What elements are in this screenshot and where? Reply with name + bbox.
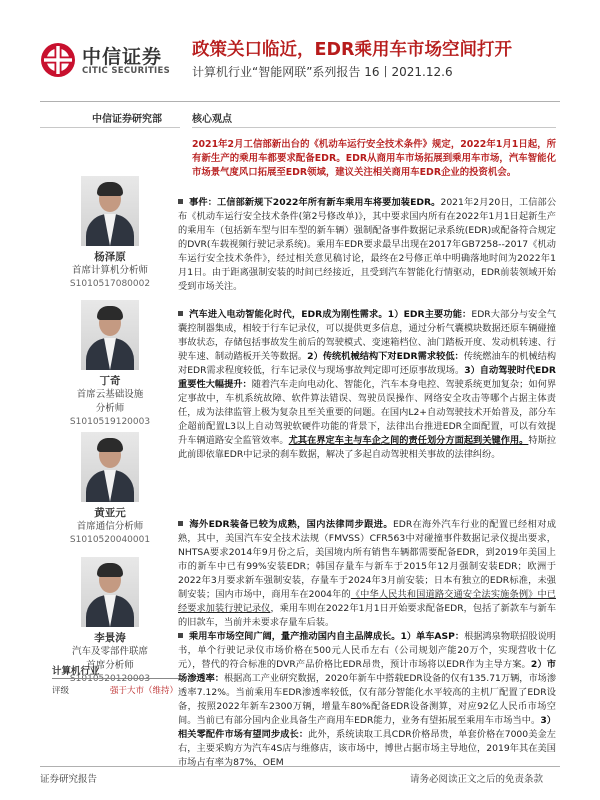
para-body: 随着汽车走向电动化、智能化，汽车本身电控、驾驶系统更加复杂；如何界定事故中，车机系统故障、软件算法错误、驾驶员误操作、网络安全攻击等哪个占据主体责任，成为法律监管上极为复杂且至关重要的问题。在国内L2+自动驾驶技术开始普及，部分车企超前配置L3以上自动驾驶软硬件功能的背景下，法律出台推进EDR全面配置，可以有效提升车辆道路安全监管效率。	[178, 379, 557, 446]
para-subhead: 3）相关零配件市场有望同步成长：	[178, 715, 556, 740]
para-emphasis: 《中华人民共和国道路交通安全法实施条例》中已经要求加装行驶记录仪	[178, 589, 556, 614]
para-subhead: 3）自动驾驶时代EDR重要性大幅提升：	[178, 365, 556, 390]
industry-label: 计算机行业	[52, 666, 100, 677]
analyst-id: S1010519120003	[69, 417, 151, 427]
rating-value: 强于大市（维持）	[110, 686, 179, 696]
bullet-icon	[178, 633, 183, 638]
avatar	[81, 557, 139, 627]
para-body: 此外，系统读取工具CDR价格昂贵，单套价格在7000美金左右，主要采购方为汽车4S店与维修店，该市场中，博世占据市场主导地位，2019年其在美国市场占有率为87%，OEM	[178, 729, 556, 768]
content-divider	[192, 127, 556, 128]
sidebar-heading: 中信证券研究部	[92, 114, 162, 125]
para-body: EDR大部分与安全气囊控制器集成，相较于行车记录仪，可以提供更多信息，通过分析气囊模块数据还原车辆碰撞事故状态，存储包括事故发生前后的驾驶模式、变速箱档位、油门踏板开度、发动机转速、行驶车速、制动踏板开关等数据。	[178, 309, 557, 362]
analyst-title: 首席云基础设施 分析师	[76, 389, 144, 414]
analyst-name: 丁奇	[99, 375, 121, 387]
bullet-icon	[178, 199, 183, 204]
para-lead: 乘用车市场空间广阔，量产推动国内自主品牌成长。	[189, 631, 401, 642]
para-body: EDR在海外汽车行业的配置已经相对成熟，其中，美国汽车安全技术法规（FMVSS）CFR563中对碰撞事件数据记录仪提出要求，NHTSA要求2014年9月份之后，美国境内所有销售车辆都需要配备EDR，到2019年美国上市的新车中已有99%安装EDR；韩国存量车与新车于2015年12月强制安装EDR；欧洲于2022年3月要求新车强制安装，存量车于2024年3月前安装；日本有独立的EDR标准，未强制安装；国内市场中，商用车在2004年的	[178, 519, 557, 600]
footer-left-text: 证券研究报告	[40, 774, 98, 785]
analyst-id: S1010520120003	[69, 674, 151, 684]
analyst-card	[40, 432, 180, 547]
paragraph-overseas	[178, 518, 556, 630]
paragraph-event	[178, 196, 556, 294]
analyst-card	[40, 300, 180, 429]
para-emphasis: 尤其在界定车主与车企之间的责任划分方面起到关键作用。	[288, 435, 529, 446]
sidebar-divider	[40, 127, 180, 128]
para-body: 传统燃油车的机械结构对EDR需求程度较低，行车记录仪与现场事故判定即可还原事故现场。	[178, 351, 557, 376]
analyst-id: S1010520040001	[69, 535, 151, 545]
paragraph-market	[178, 630, 556, 770]
analyst-name: 黄亚元	[94, 507, 126, 519]
avatar	[81, 176, 139, 246]
industry-divider	[52, 678, 180, 679]
citic-logo	[40, 40, 180, 80]
footer-divider	[40, 766, 560, 767]
paragraph-demand	[178, 308, 556, 462]
citic-emblem-icon	[40, 42, 76, 78]
para-lead: 汽车进入电动智能化时代，EDR成为刚性需求。	[189, 309, 388, 320]
avatar	[81, 432, 139, 502]
para-lead: 海外EDR装备已较为成熟，国内法律同步跟进。	[189, 519, 393, 530]
analyst-title: 首席计算机分析师	[71, 265, 148, 276]
bullet-icon	[178, 311, 183, 316]
analyst-title: 汽车及零部件联席 首席分析师	[71, 646, 148, 671]
avatar	[81, 300, 139, 370]
para-lead: 事件：工信部新规下2022年所有新车乘用车将要加装EDR。	[189, 197, 441, 208]
rating-label: 评级	[52, 686, 70, 696]
analyst-name: 杨泽原	[94, 251, 126, 263]
analyst-name: 李景涛	[94, 632, 126, 644]
para-body: 根据高工产业研究数据，2020年新车中搭载EDR设备的仅有135.71万辆，市场渗透率7.12%。当前乘用车EDR渗透率较低，仅有部分智能化水平较高的主机厂配置了EDR设备，按照2022年新车2300万辆，增量车80%配备EDR设备测算，对应92亿人民币市场空间。当前已有部分国内企业具备生产商用车EDR能力，业务有望拓展至乘用车市场当中。	[178, 673, 557, 726]
bullet-icon	[178, 521, 183, 526]
para-body: 2021年2月20日，工信部公布《机动车运行安全技术条件(第2号修改单)》，其中要求国内所有在2022年1月1日起新生产的乘用车（包括新车型与旧车型的新车辆）强制配备事件数据记录系统(EDR)或配备符合规定的DVR(车载视频行驶记录系统)。乘用车EDR要求最早出现在2017年GB7258--2017《机动车运行安全技术条件》，经过相关意见稿讨论，最终在2号修正单中明确落地时间为2022年1月1日。由于距离强制安装的时间已经接近，且受到汽车智能化行情驱动，EDR前装领域开始受到市场关注。	[178, 197, 557, 292]
analyst-title: 首席通信分析师	[76, 521, 144, 532]
para-body: ，乘用车则在2022年1月1日开始要求配备EDR，包括了新款车与新车的旧款车，当前并未要求存量车后装。	[178, 603, 557, 628]
core-view-heading: 核心观点	[192, 114, 232, 125]
header-divider	[40, 101, 560, 102]
report-subtitle: 计算机行业“智能网联”系列报告 16丨2021.12.6	[192, 65, 453, 79]
para-body: 根据鸿泉物联招股说明书，单个行驶记录仪市场价格在500元人民币左右（公司规划产能20万个，实现营收十亿元），替代的符合标准的DVR产品价格比EDR昂贵，预计市场将以EDR作为主导方案。	[178, 631, 556, 670]
analyst-id: S1010517080002	[69, 279, 151, 289]
para-subhead: 2）传统机械结构下对EDR需求较低：	[307, 351, 464, 362]
analyst-card	[40, 176, 180, 291]
report-title: 政策关口临近，EDR乘用车市场空间打开	[192, 40, 512, 60]
para-subhead: 2）市场渗透率：	[178, 659, 556, 684]
para-subhead: 1）单车ASP：	[400, 631, 465, 642]
para-subhead: 1）EDR主要功能：	[387, 309, 472, 320]
intro-summary: 2021年2月工信部新出台的《机动车运行安全技术条件》规定，2022年1月1日起，所有新生产的乘用车都要求配备EDR。EDR从商用车市场拓展到乘用车市场，汽车智能化市场景气度风口拓展至EDR领域，建议关注相关商用车EDR企业的投资机会。	[192, 139, 556, 178]
para-body: 特斯拉此前即依靠EDR中记录的刹车数据，解决了多起自动驾驶相关事故的法律纠纷。	[178, 435, 557, 460]
brand-name-cn: 中信证券	[82, 46, 163, 68]
brand-name-en: CITIC SECURITIES	[82, 66, 171, 76]
footer-disclaimer: 请务必阅读正文之后的免责条款	[410, 774, 544, 785]
